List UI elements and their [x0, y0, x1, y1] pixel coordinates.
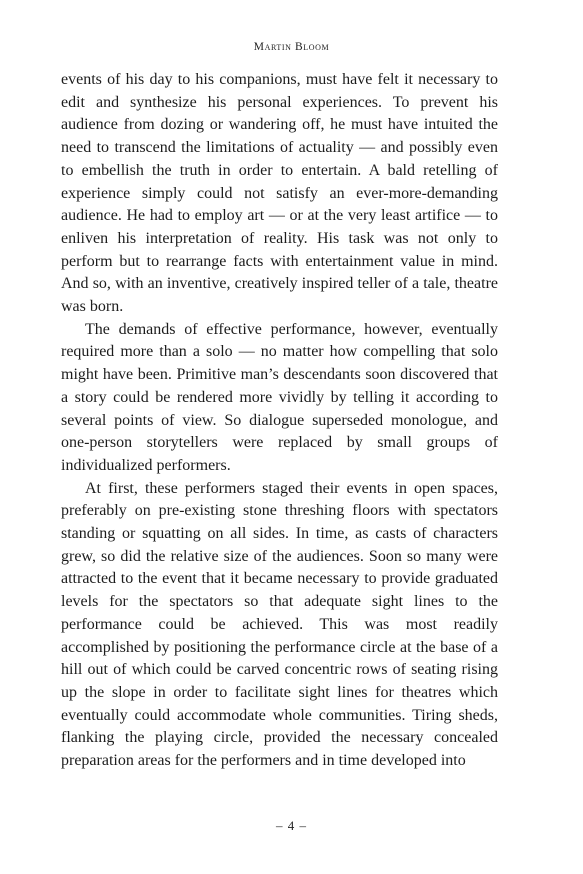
paragraph: At first, these performers staged their events in open spaces, preferably on pre-existing stone threshing floors with spectators standing or squatting on all sides. In time, as casts of characters grew, so did the relative size of the audiences. Soon so many were attracted to the event that it became necessary to provide graduated levels for the spectators so that adequate sight lines to the performance could be achieved. This was most readily accomplished by positioning the performance circle at the base of a hill out of which could be carved concentric rows of seating rising up the slope in order to facilitate sight lines for theatres which eventually could accommodate whole communities. Tiring sheds, flanking the playing circle, provided the necessary concealed preparation areas for the performers and in time developed into	[61, 479, 498, 770]
page-number: – 4 –	[276, 818, 307, 833]
running-head: Martin Bloom	[253, 41, 330, 53]
paragraph-continued: events of his day to his companions, must have felt it necessary to edit and synthesize his personal experiences. To prevent his audience from dozing or wandering off, he must have intuited the need to transcend the limitations of actuality — and possibly even to embellish the truth in order to entertain. A bald retelling of experience simply could not satisfy an ever-more-demanding audience. He had to employ art — or at the very least artifice — to enliven his interpretation of reality. His task was not only to perform but to rearrange facts with entertainment value in mind. And so, with an inventive, creatively inspired teller of a tale, theatre was born.	[61, 71, 498, 316]
body-text	[61, 69, 498, 773]
paragraph: The demands of effective performance, however, eventually required more than a solo — no matter how compelling that solo might have been. Primitive man’s descendants soon discovered that a story could be rendered more vividly by telling it according to several points of view. So dialogue superseded monologue, and one-person storytellers were replaced by small groups of individualized performers.	[61, 320, 498, 474]
